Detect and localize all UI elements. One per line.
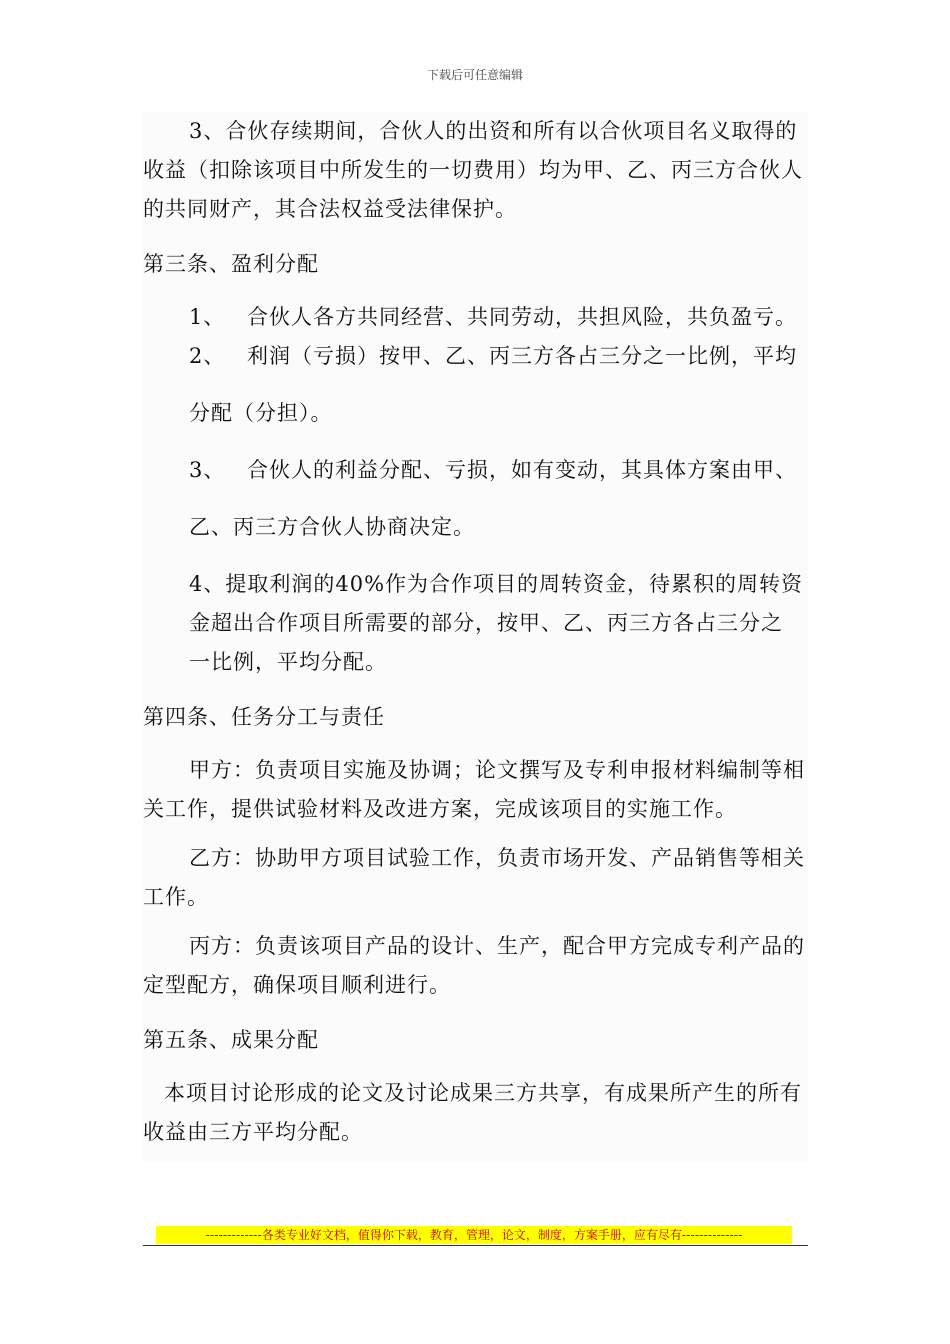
list-item-text: 合伙人的利益分配、亏损，如有变动，其具体方案由甲、 (247, 458, 797, 482)
list-item-4-line-2: 金超出合作项目所需要的部分，按甲、乙、丙三方各占三分之 (189, 611, 783, 635)
document-body (143, 112, 808, 1162)
heading-article-3: 第三条、盈利分配 (143, 252, 319, 276)
list-item-2 (143, 337, 808, 376)
list-item-number: 3、 (189, 458, 226, 482)
list-item-4-line-3: 一比例，平均分配。 (189, 650, 387, 674)
list-item-3 (143, 451, 808, 490)
list-item-1 (143, 298, 808, 337)
heading-article-4: 第四条、任务分工与责任 (143, 705, 385, 729)
footer-divider (143, 1245, 808, 1246)
page-header: 下载后可任意编辑 (426, 68, 523, 82)
footer-banner: -------------各类专业好文档，值得你下载，教育，管理，论文，制度，方案手册，应有尽有-------------- (156, 1226, 792, 1244)
list-item-number: 1、 (189, 305, 226, 329)
list-item-4-line-1: 4、提取利润的40%作为合作项目的周转资金，待累积的周转资 (189, 572, 804, 596)
list-item-3-continuation: 乙、丙三方合伙人协商决定。 (189, 515, 475, 539)
paragraph-party-jia: 甲方：负责项目实施及协调；论文撰写及专利申报材料编制等相关工作，提供试验材料及改进方案，完成该项目的实施工作。 (143, 758, 805, 821)
list-item-number: 2、 (189, 344, 226, 368)
list-item-2-continuation: 分配（分担）。 (189, 401, 333, 425)
paragraph-party-yi: 乙方：协助甲方项目试验工作，负责市场开发、产品销售等相关工作。 (143, 846, 805, 909)
paragraph-clause-3: 3、合伙存续期间，合伙人的出资和所有以合伙项目名义取得的收益（扣除该项目中所发生的一切费用）均为甲、乙、丙三方合伙人的共同财产，其合法权益受法律保护。 (143, 119, 803, 221)
heading-article-5: 第五条、成果分配 (143, 1028, 319, 1052)
paragraph-party-bing: 丙方：负责该项目产品的设计、生产，配合甲方完成专利产品的定型配方，确保项目顺利进行。 (143, 934, 805, 997)
list-item-text: 合伙人各方共同经营、共同劳动，共担风险，共负盈亏。 (247, 305, 797, 329)
paragraph-results: 本项目讨论形成的论文及讨论成果三方共享，有成果所产生的所有收益由三方平均分配。 (143, 1081, 802, 1144)
list-item-text: 利润（亏损）按甲、乙、丙三方各占三分之一比例，平均 (247, 344, 797, 368)
